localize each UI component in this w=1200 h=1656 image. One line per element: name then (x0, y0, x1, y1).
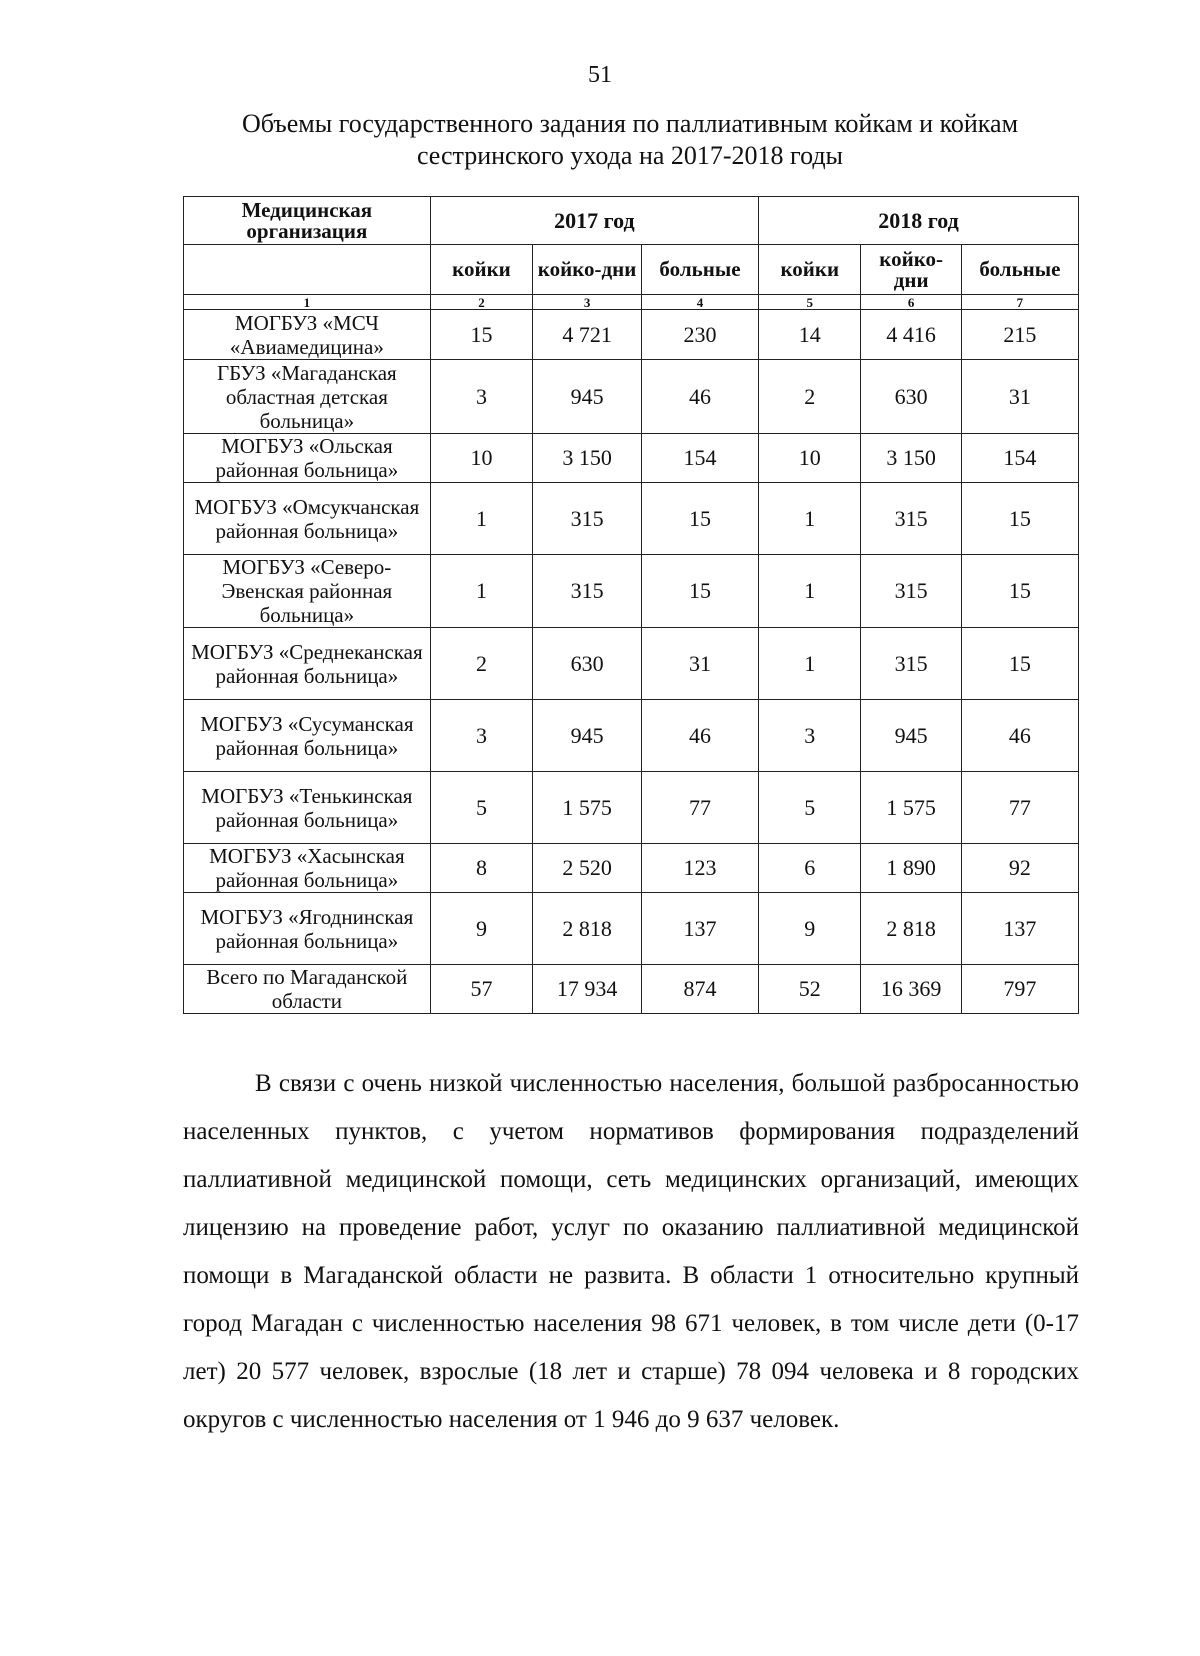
value-cell: 215 (961, 310, 1078, 360)
organization-cell: МОГБУЗ «Сусуманская районная больница» (184, 700, 431, 772)
value-cell: 46 (961, 700, 1078, 772)
value-cell: 1 575 (533, 772, 642, 844)
header-year-2017: 2017 год (430, 197, 758, 245)
value-cell: 10 (759, 434, 861, 483)
header-medical-organization: Медицинская организация (184, 197, 431, 245)
table-header-row (184, 197, 1079, 245)
value-cell: 6 (759, 844, 861, 893)
table-subheader-row (184, 245, 1079, 295)
column-number: 3 (533, 295, 642, 310)
value-cell: 15 (961, 628, 1078, 700)
value-cell: 315 (533, 555, 642, 628)
page-number: 51 (588, 62, 612, 88)
value-cell: 3 (430, 700, 532, 772)
value-cell: 1 (759, 555, 861, 628)
value-cell: 15 (961, 555, 1078, 628)
value-cell: 315 (861, 483, 961, 555)
value-cell: 5 (759, 772, 861, 844)
table-row (184, 628, 1079, 700)
value-cell: 3 150 (861, 434, 961, 483)
header-year-2018: 2018 год (759, 197, 1079, 245)
organization-cell: МОГБУЗ «Ольская районная больница» (184, 434, 431, 483)
table-row (184, 310, 1079, 360)
value-cell: 2 818 (533, 893, 642, 965)
value-cell: 630 (861, 360, 961, 434)
table-body (184, 310, 1079, 1014)
value-cell: 1 (759, 628, 861, 700)
value-cell: 137 (961, 893, 1078, 965)
subheader-empty (184, 245, 431, 295)
value-cell: 1 575 (861, 772, 961, 844)
value-cell: 874 (641, 965, 758, 1014)
value-cell: 123 (641, 844, 758, 893)
value-cell: 315 (533, 483, 642, 555)
value-cell: 137 (641, 893, 758, 965)
title-line-1: Объемы государственного задания по паллиативным койкам и койкам (241, 109, 1019, 138)
table-row (184, 893, 1079, 965)
value-cell: 230 (641, 310, 758, 360)
organization-cell: ГБУЗ «Магаданская областная детская больница» (184, 360, 431, 434)
body-paragraph: В связи с очень низкой численностью населения, большой разбросанностью населенных пунктов, с учетом нормативов формирования подразделений паллиативной медицинской помощи, сеть медицинских организаций, имеющих лицензию на проведение работ, услуг по оказанию паллиативной медицинской помощи в Магаданской области не развита. В области 1 относительно крупный город Магадан с численностью населения 98 671 человек, в том числе дети (0-17 лет) 20 577 человек, взрослые (18 лет и старше) 78 094 человека и 8 городских округов с численностью населения от 1 946 до 9 637 человек. (183, 1070, 1079, 1433)
subheader-patients-2017: больные (641, 245, 758, 295)
value-cell: 4 416 (861, 310, 961, 360)
value-cell: 77 (641, 772, 758, 844)
beds-volume-table (183, 196, 1079, 1014)
value-cell: 945 (861, 700, 961, 772)
value-cell: 154 (641, 434, 758, 483)
column-number-row (184, 295, 1079, 310)
value-cell: 77 (961, 772, 1078, 844)
value-cell: 3 (759, 700, 861, 772)
value-cell: 1 (759, 483, 861, 555)
value-cell: 46 (641, 700, 758, 772)
value-cell: 1 (430, 483, 532, 555)
subheader-patients-2018: больные (961, 245, 1078, 295)
value-cell: 2 818 (861, 893, 961, 965)
column-number: 7 (961, 295, 1078, 310)
value-cell: 2 (430, 628, 532, 700)
organization-cell: МОГБУЗ «Ягоднинская районная больница» (184, 893, 431, 965)
column-number: 1 (184, 295, 431, 310)
value-cell: 3 150 (533, 434, 642, 483)
subheader-beds-2017: койки (430, 245, 532, 295)
value-cell: 1 890 (861, 844, 961, 893)
value-cell: 15 (641, 483, 758, 555)
value-cell: 31 (961, 360, 1078, 434)
value-cell: 17 934 (533, 965, 642, 1014)
value-cell: 9 (430, 893, 532, 965)
value-cell: 315 (861, 628, 961, 700)
subheader-bed-days-2018: койко-дни (861, 245, 961, 295)
table-row (184, 772, 1079, 844)
value-cell: 15 (641, 555, 758, 628)
table-row (184, 844, 1079, 893)
value-cell: 797 (961, 965, 1078, 1014)
value-cell: 945 (533, 360, 642, 434)
organization-cell: МОГБУЗ «МСЧ «Авиамедицина» (184, 310, 431, 360)
table-total-row (184, 965, 1079, 1014)
subheader-bed-days-2017: койко-дни (533, 245, 642, 295)
table-row (184, 360, 1079, 434)
value-cell: 16 369 (861, 965, 961, 1014)
value-cell: 52 (759, 965, 861, 1014)
value-cell: 10 (430, 434, 532, 483)
value-cell: 14 (759, 310, 861, 360)
value-cell: 46 (641, 360, 758, 434)
value-cell: 57 (430, 965, 532, 1014)
value-cell: 2 (759, 360, 861, 434)
column-number: 2 (430, 295, 532, 310)
value-cell: 92 (961, 844, 1078, 893)
value-cell: 31 (641, 628, 758, 700)
organization-cell: МОГБУЗ «Омсукчанская районная больница» (184, 483, 431, 555)
value-cell: 2 520 (533, 844, 642, 893)
value-cell: 5 (430, 772, 532, 844)
organization-cell: МОГБУЗ «Тенькинская районная больница» (184, 772, 431, 844)
organization-cell: МОГБУЗ «Северо-Эвенская районная больница» (184, 555, 431, 628)
table-row (184, 483, 1079, 555)
organization-cell: МОГБУЗ «Среднеканская районная больница» (184, 628, 431, 700)
organization-cell: МОГБУЗ «Хасынская районная больница» (184, 844, 431, 893)
value-cell: 630 (533, 628, 642, 700)
column-number: 5 (759, 295, 861, 310)
title-line-2: сестринского ухода на 2017-2018 годы (416, 141, 844, 170)
value-cell: 8 (430, 844, 532, 893)
subheader-beds-2018: койки (759, 245, 861, 295)
value-cell: 4 721 (533, 310, 642, 360)
organization-cell: Всего по Магаданской области (184, 965, 431, 1014)
value-cell: 945 (533, 700, 642, 772)
document-title (190, 108, 1070, 172)
value-cell: 154 (961, 434, 1078, 483)
table-row (184, 434, 1079, 483)
table-row (184, 555, 1079, 628)
value-cell: 315 (861, 555, 961, 628)
value-cell: 3 (430, 360, 532, 434)
column-number: 4 (641, 295, 758, 310)
value-cell: 15 (961, 483, 1078, 555)
value-cell: 1 (430, 555, 532, 628)
value-cell: 9 (759, 893, 861, 965)
value-cell: 15 (430, 310, 532, 360)
table-row (184, 700, 1079, 772)
column-number: 6 (861, 295, 961, 310)
